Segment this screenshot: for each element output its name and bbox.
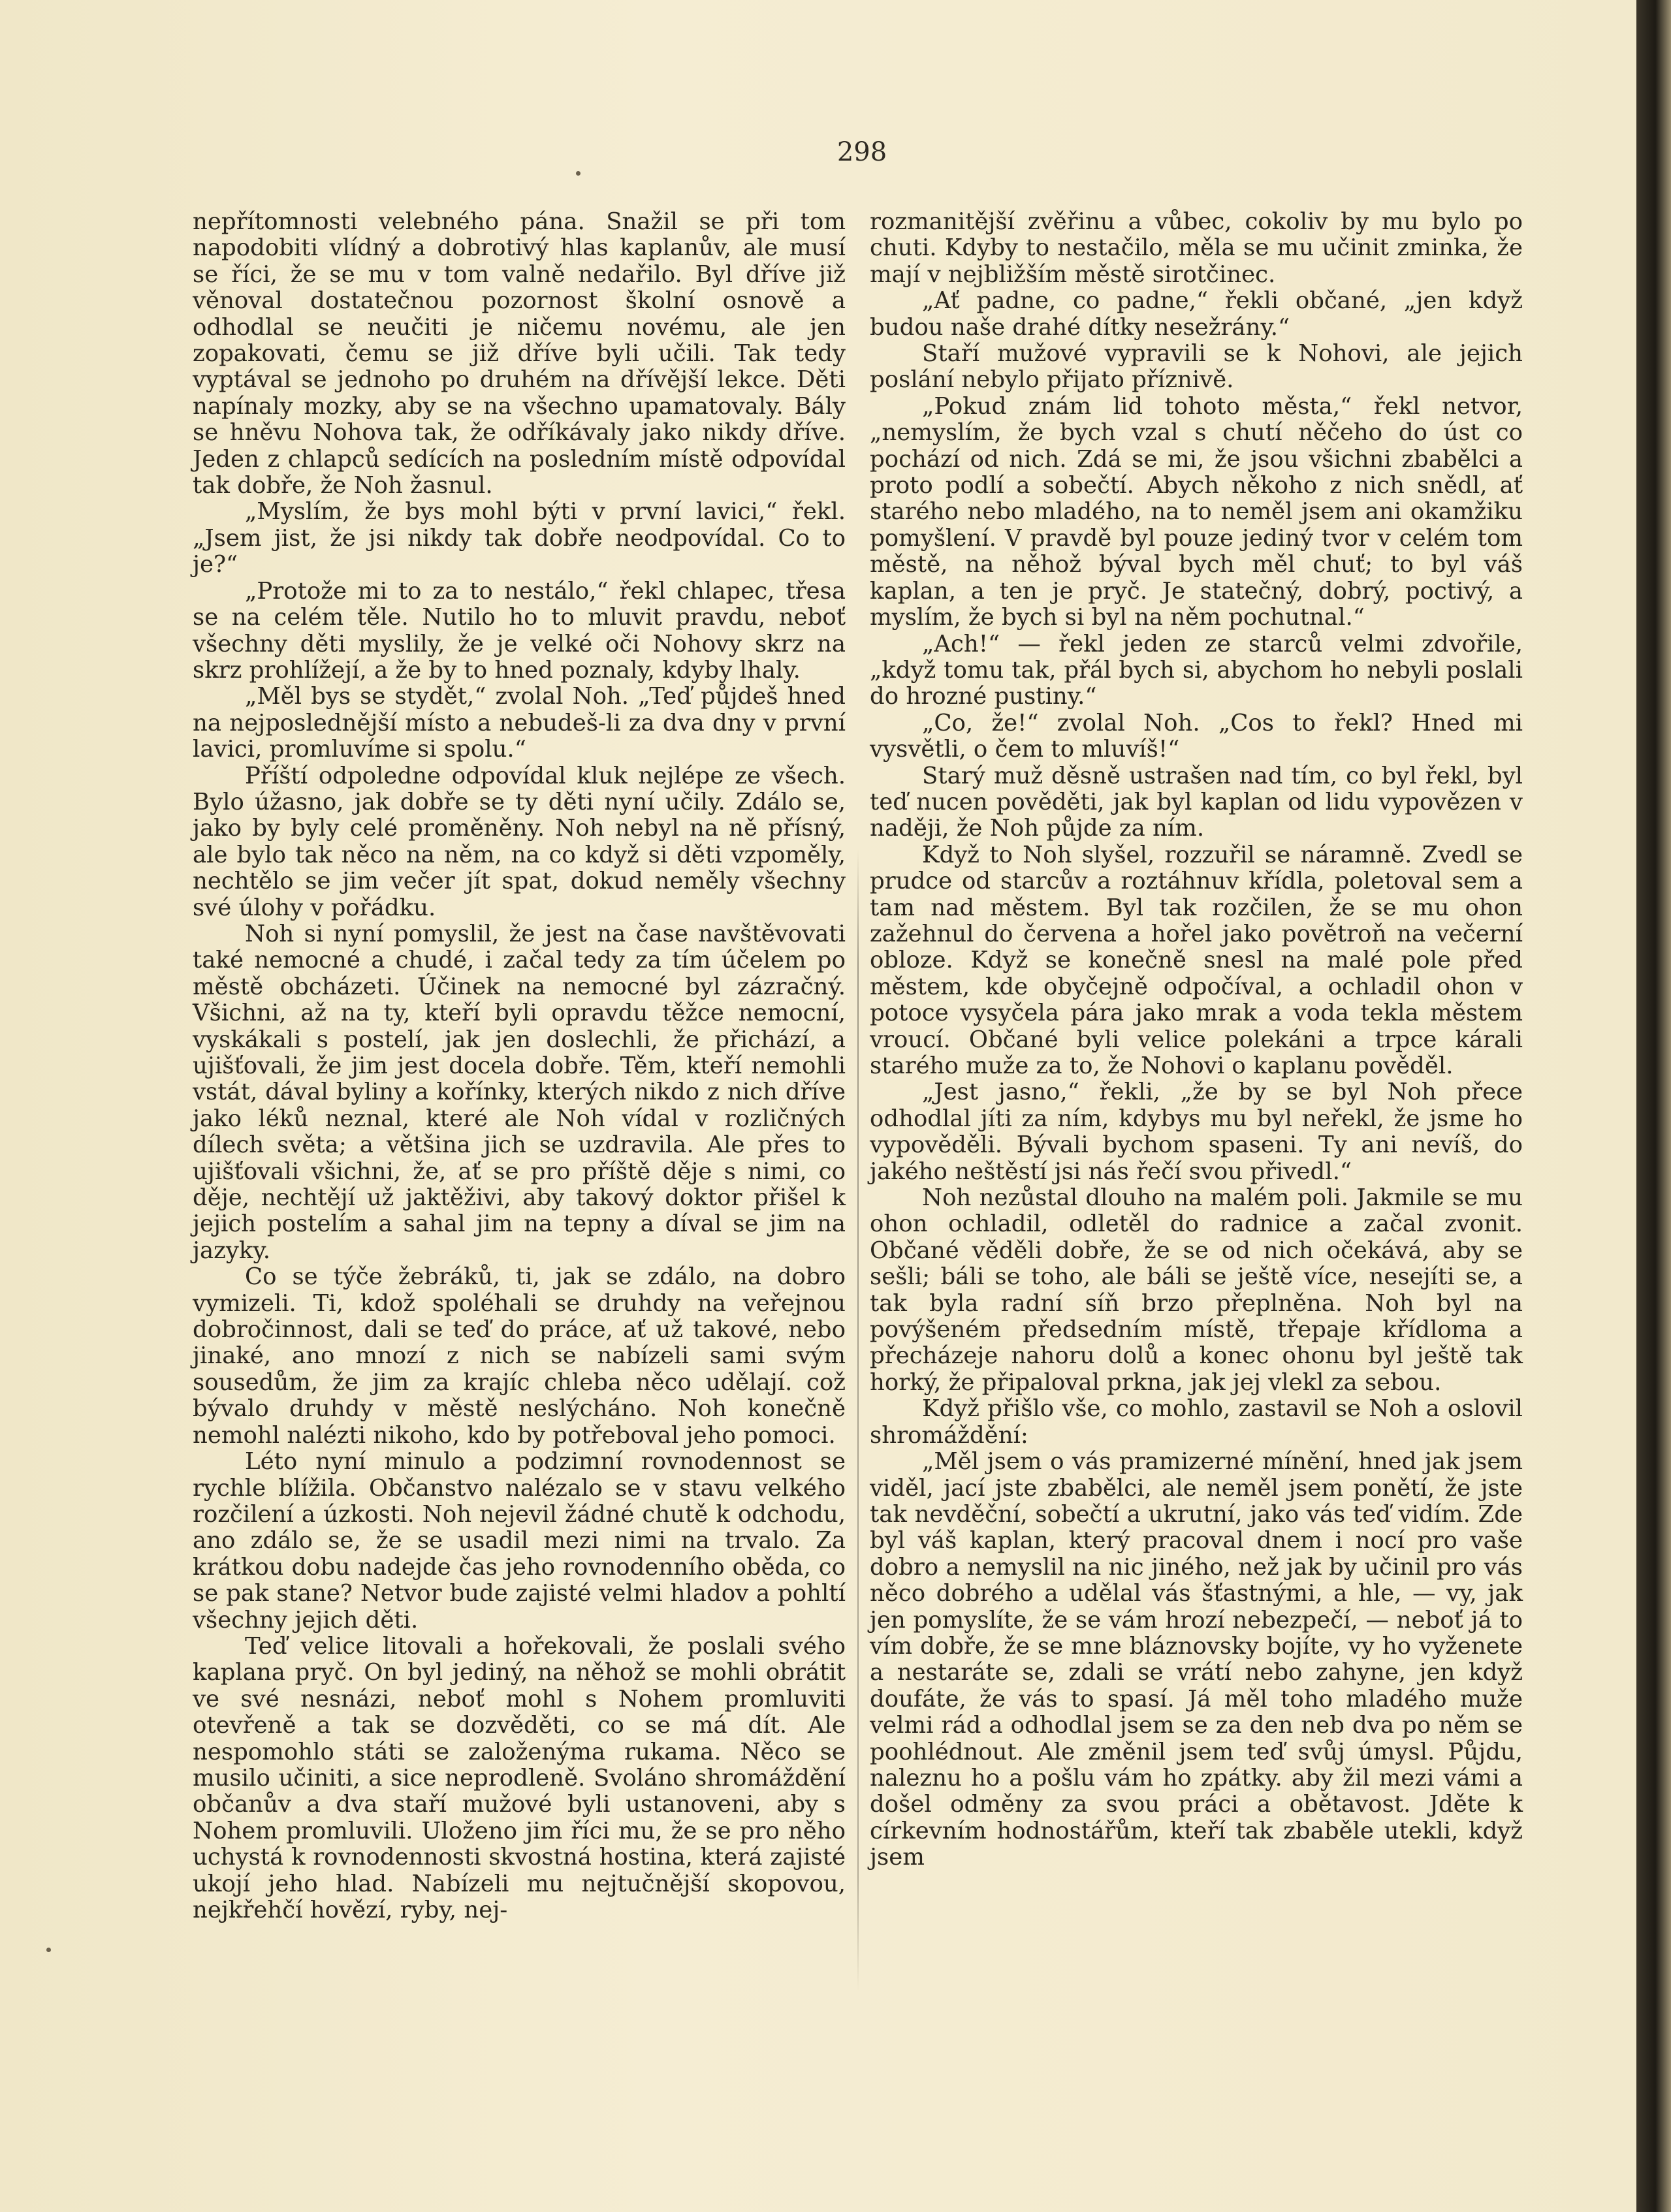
paragraph: Když přišlo vše, co mohlo, zastavil se Noh a oslovil shromáždění:: [870, 1395, 1523, 1449]
paragraph: Příští odpoledne odpovídal kluk nejlépe ze všech. Bylo úžasno, jak dobře se ty děti nyní učily. Zdálo se, jako by byly celé proměněny. Noh nebyl na ně přísný, ale bylo tak něco na něm, na co když si děti vzpoměly, nechtělo se jim večer jít spat, dokud neměly všechny své úlohy v pořádku.: [193, 762, 846, 921]
book-spine: [1636, 0, 1671, 2212]
paragraph: „Myslím, že bys mohl býti v první lavici,“ řekl. „Jsem jist, že jsi nikdy tak dobře neodpovídal. Co to je?“: [193, 498, 846, 578]
print-speck: [46, 1948, 51, 1952]
left-text-column: [193, 209, 846, 1923]
paragraph: „Jest jasno,“ řekli, „že by se byl Noh přece odhodlal jíti za ním, kdybys mu byl neřekl, že jsme ho vypověděli. Bývali bychom spaseni. Ty ani nevíš, do jakého neštěstí jsi nás řečí svou přivedl.“: [870, 1079, 1523, 1185]
column-divider: [857, 849, 859, 1991]
paragraph: „Měl bys se stydět,“ zvolal Noh. „Teď půjdeš hned na nejposlednější místo a nebudeš-li za dva dny v první lavici, promluvíme si spolu.“: [193, 683, 846, 763]
right-text-column: [870, 209, 1523, 1871]
paragraph: Teď velice litovali a hořekovali, že poslali svého kaplana pryč. On byl jediný, na něhož se mohli obrátit ve své nesnázi, neboť mohl s Nohem promluviti otevřeně a tak se dozvěděti, co se má dít. Ale nespomohlo státi se založenýma rukama. Něco se musilo učiniti, a sice neprodleně. Svoláno shromáždění občanův a dva staří mužové byli ustanoveni, aby s Nohem promluvili. Uloženo jim říci mu, že se pro něho uchystá k rovnodennosti skvostná hostina, která zajisté ukojí jeho hlad. Nabízeli mu nejtučnější skopovou, nejkřehčí hovězí, ryby, nej-: [193, 1632, 846, 1923]
paragraph: „Ach!“ — řekl jeden ze starců velmi zdvořile, „když tomu tak, přál bych si, abychom ho nebyli poslali do hrozné pustiny.“: [870, 630, 1523, 710]
paragraph: Noh nezůstal dlouho na malém poli. Jakmile se mu ohon ochladil, odletěl do radnice a začal zvonit. Občané věděli dobře, že se od nich očekává, aby se sešli; báli se toho, ale báli se ještě více, nesejíti se, a tak byla radní síň brzo přeplněna. Noh byl na povýšeném předsedním místě, třepaje křídloma a přecházeje nahoru dolů a konec ohonu byl ještě tak horký, že připaloval prkna, jak jej vlekl za sebou.: [870, 1184, 1523, 1396]
paragraph: Noh si nyní pomyslil, že jest na čase navštěvovati také nemocné a chudé, i začal tedy za tím účelem po městě obcházeti. Účinek na nemocné byl zázračný. Všichni, až na ty, kteří byli opravdu těžce nemocní, vyskákali s postelí, jak jen doslechli, že přichází, a ujišťovali, že jim jest docela dobře. Těm, kteří nemohli vstát, dával byliny a kořínky, kterých nikdo z nich dříve jako léků neznal, které ale Noh vídal v rozličných dílech světa; a většina jich se uzdravila. Ale přes to ujišťovali všichni, že, ať se pro příště děje s nimi, co děje, nechtějí už jaktěživi, aby takový doktor přišel k jejich postelím a sahal jim na tepny a díval se jim na jazyky.: [193, 920, 846, 1264]
print-speck: [576, 171, 581, 176]
paragraph: „Měl jsem o vás pramizerné mínění, hned jak jsem viděl, jací jste zbabělci, ale neměl jsem ponětí, že jste tak nevděční, sobečtí a ukrutní, jako vás teď vidím. Zde byl váš kaplan, který pracoval dnem i nocí pro vaše dobro a nemyslil na nic jiného, než jak by učinil pro vás něco dobrého a udělal vás šťastnými, a hle, — vy, jak jen pomyslíte, že se vám hrozí nebezpečí, — neboť já to vím dobře, že se mne bláznovsky bojíte, vy ho vyženete a nestaráte se, zdali se vrátí nebo zahyne, jen když doufáte, že vás to spasí. Já měl toho mladého muže velmi rád a odhodlal jsem se za den neb dva po něm se poohlédnout. Ale změnil jsem teď svůj úmysl. Půjdu, naleznu ho a pošlu vám ho zpátky. aby žil mezi vámi a došel odměny za svou práci a obětavost. Jděte k církevním hodnostářům, kteří tak zbaběle utekli, když jsem: [870, 1448, 1523, 1871]
paragraph: Co se týče žebráků, ti, jak se zdálo, na dobro vymizeli. Ti, kdož spoléhali se druhdy na veřejnou dobročinnost, dali se teď do práce, ať už takové, nebo jinaké, ano mnozí z nich se nabízeli sami svým sousedům, že jim za krajíc chleba něco udělají. což bývalo druhdy v městě neslýcháno. Noh konečně nemohl nalézti nikoho, kdo by potřeboval jeho pomoci.: [193, 1263, 846, 1449]
paragraph: „Protože mi to za to nestálo,“ řekl chlapec, třesa se na celém těle. Nutilo ho to mluvit pravdu, neboť všechny děti myslily, že je velké oči Nohovy skrz na skrz prohlížejí, a že by to hned poznaly, kdyby lhaly.: [193, 577, 846, 684]
paragraph: „Ať padne, co padne,“ řekli občané, „jen když budou naše drahé dítky nesežrány.“: [870, 287, 1523, 341]
paragraph: „Co, že!“ zvolal Noh. „Cos to řekl? Hned mi vysvětli, o čem to mluvíš!“: [870, 709, 1523, 763]
paragraph: Léto nyní minulo a podzimní rovnodennost se rychle blížila. Občanstvo nalézalo se v stavu velkého rozčilení a úzkosti. Noh nejevil žádné chutě k odchodu, ano zdálo se, že se usadil mezi nimi na trvalo. Za krátkou dobu nadejde čas jeho rovnodenního oběda, co se pak stane? Netvor bude zajisté velmi hladov a pohltí všechny jejich děti.: [193, 1448, 846, 1634]
paragraph: „Pokud znám lid tohoto města,“ řekl netvor, „nemyslím, že bych vzal s chutí něčeho do úst co pochází od nich. Zdá se mi, že jsou všichni zbabělci a proto podlí a sobečtí. Abych někoho z nich snědl, ať starého nebo mladého, na to neměl jsem ani okamžiku pomyšlení. V pravdě byl pouze jediný tvor v celém tom městě, na něhož býval bych měl chuť; to byl váš kaplan, a ten je pryč. Je statečný, dobrý, poctivý, a myslím, že bych si byl na něm pochutnal.“: [870, 392, 1523, 631]
paragraph: nepřítomnosti velebného pána. Snažil se při tom napodobiti vlídný a dobrotivý hlas kaplanův, ale musí se říci, že se mu v tom valně nedařilo. Byl dříve již věnoval dostatečnou pozornost školní osnově a odhodlal se neučiti je ničemu novému, ale jen zopakovati, čemu se již dříve byli učili. Tak tedy vyptával se jednoho po druhém na dřívější lekce. Děti napínaly mozky, aby se na všechno upamatovaly. Bály se hněvu Nohova tak, že odříkávaly jako nikdy dříve. Jeden z chlapců sedících na posledním místě odpovídal tak dobře, že Noh žasnul.: [193, 208, 846, 499]
paragraph: Staří mužové vypravili se k Nohovi, ale jejich poslání nebylo přijato příznivě.: [870, 340, 1523, 394]
paragraph: Starý muž děsně ustrašen nad tím, co byl řekl, byl teď nucen pověděti, jak byl kaplan od lidu vypovězen v naději, že Noh půjde za ním.: [870, 762, 1523, 842]
paragraph: rozmanitější zvěřinu a vůbec, cokoliv by mu bylo po chuti. Kdyby to nestačilo, měla se mu učinit zminka, že mají v nejbližším městě sirotčinec.: [870, 208, 1523, 288]
page-number: 298: [836, 137, 887, 167]
paragraph: Když to Noh slyšel, rozzuřil se náramně. Zvedl se prudce od starcův a roztáhnuv křídla, poletoval sem a tam nad městem. Byl tak rozčilen, že se mu ohon zažehnul do červena a hořel jako povětroň na večerní obloze. Když se konečně snesl na malé pole před městem, kde obyčejně odpočíval, a ochladil ohon v potoce vysyčela pára jako mrak a voda tekla městem vroucí. Občané byli velice polekáni a trpce kárali starého muže za to, že Nohovi o kaplanu pověděl.: [870, 841, 1523, 1079]
